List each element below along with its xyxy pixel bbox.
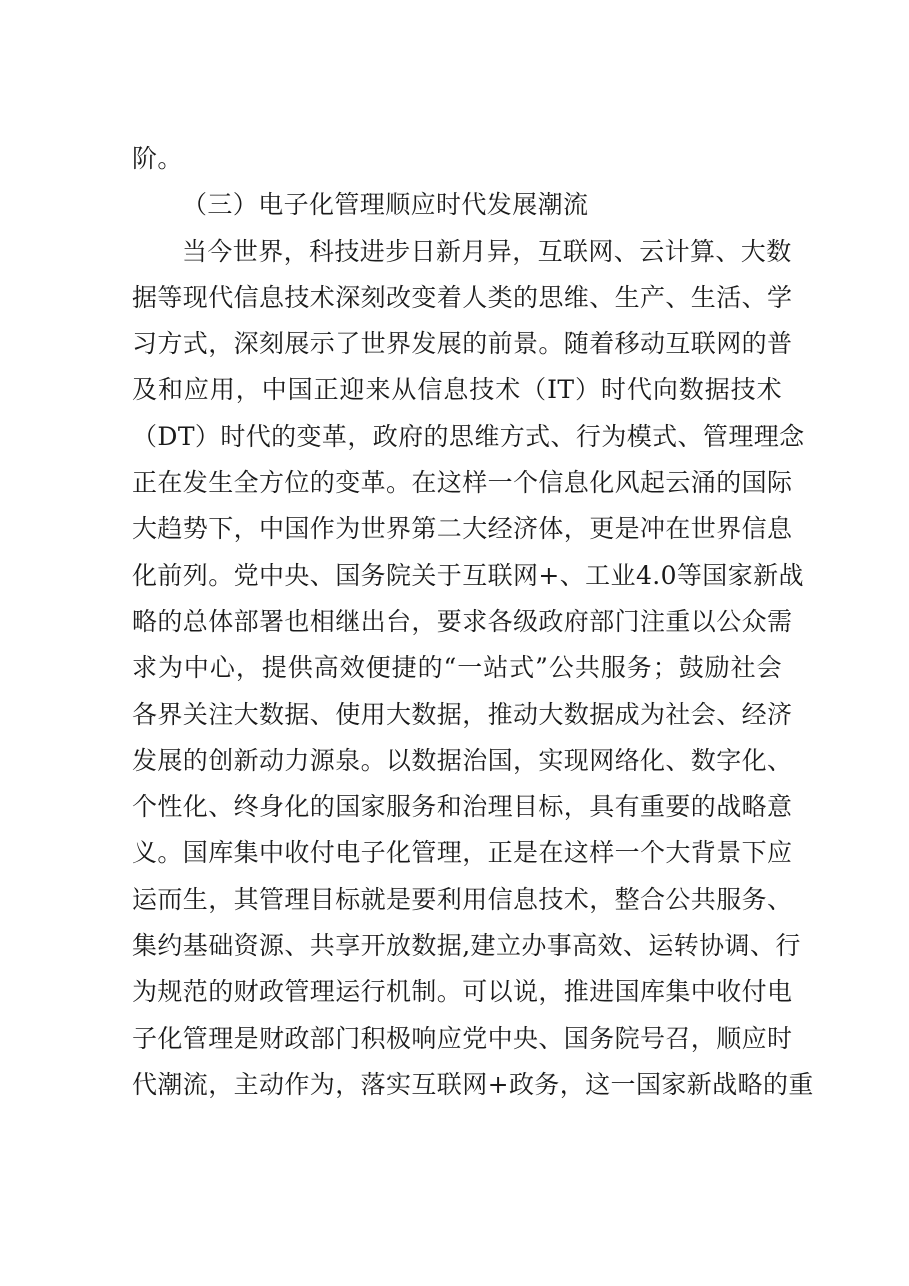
paragraph-line: 正在发生全方位的变革。在这样一个信息化风起云涌的国际 [132, 468, 793, 498]
paragraph-line: 据等现代信息技术深刻改变着人类的思维、生产、生活、学 [132, 282, 793, 312]
section-heading: （三）电子化管理顺应时代发展潮流 [182, 190, 589, 220]
document-body [132, 136, 814, 1108]
paragraph-line: 代潮流，主动作为，落实互联网+政务，这一国家新战略的重 [132, 1069, 814, 1099]
paragraph-line: 习方式，深刻展示了世界发展的前景。随着移动互联网的普 [132, 329, 793, 359]
paragraph-line: （DT）时代的变革，政府的思维方式、行为模式、管理理念 [132, 421, 805, 451]
paragraph-line: 为规范的财政管理运行机制。可以说，推进国库集中收付电 [132, 977, 793, 1007]
paragraph-line: 略的总体部署也相继出台，要求各级政府部门注重以公众需 [132, 606, 793, 636]
paragraph-line: 发展的创新动力源泉。以数据治国，实现网络化、数字化、 [132, 745, 793, 775]
paragraph-line: 义。国库集中收付电子化管理，正是在这样一个大背景下应 [132, 838, 793, 868]
paragraph-line: 集约基础资源、共享开放数据,建立办事高效、运转协调、行 [132, 931, 801, 961]
paragraph-line: 运而生，其管理目标就是要利用信息技术，整合公共服务、 [132, 884, 793, 914]
paragraph-line: 及和应用，中国正迎来从信息技术（IT）时代向数据技术 [132, 375, 782, 405]
paragraph-line: 化前列。党中央、国务院关于互联网+、工业4.0等国家新战 [132, 560, 804, 590]
paragraph-line: 当今世界，科技进步日新月异，互联网、云计算、大数 [182, 236, 792, 266]
paragraph-line: 求为中心，提供高效便捷的“一站式”公共服务；鼓励社会 [132, 653, 782, 683]
paragraph-line: 各界关注大数据、使用大数据，推动大数据成为社会、经济 [132, 699, 793, 729]
paragraph-line: 大趋势下，中国作为世界第二大经济体，更是冲在世界信息 [132, 514, 793, 544]
paragraph-line: 个性化、终身化的国家服务和治理目标，具有重要的战略意 [132, 792, 793, 822]
body-paragraph [132, 229, 814, 1109]
paragraph-line: 子化管理是财政部门积极响应党中央、国务院号召，顺应时 [132, 1023, 793, 1053]
intro-fragment: 阶。 [132, 144, 183, 173]
